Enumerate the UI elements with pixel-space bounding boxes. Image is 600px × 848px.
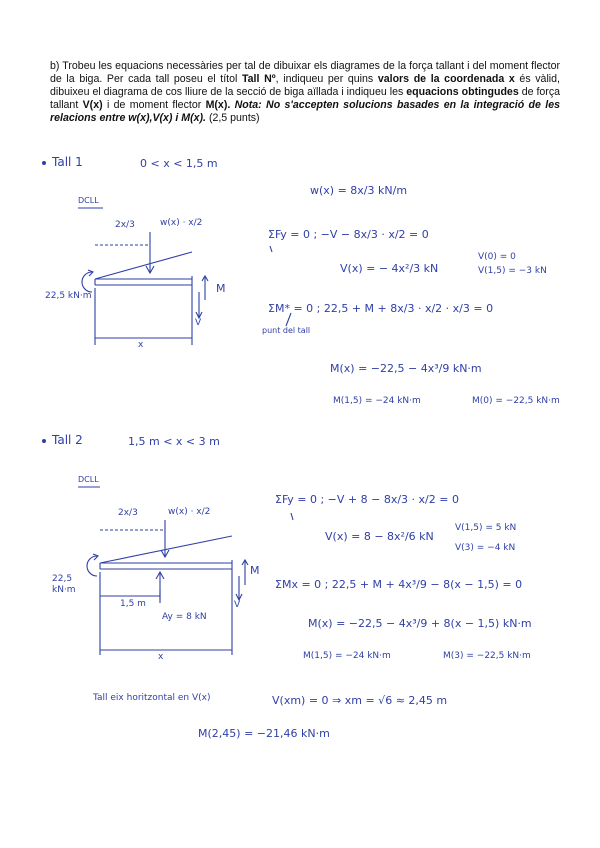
prompt-text: b) Trobeu les equacions necessàries per tal de dibuixar els diagrames de la força tallant i del moment flector de la biga. Per cada tall poseu el títol bbox=[50, 60, 560, 85]
tall1-point-note: punt del tall bbox=[262, 326, 311, 335]
tall2-m15: M(1,5) = −24 kN·m bbox=[303, 651, 391, 661]
tall2-load-position: 2x/3 bbox=[118, 508, 138, 518]
tall2-heading bbox=[42, 433, 83, 447]
tall1-moment-left: 22,5 kN·m bbox=[45, 291, 92, 301]
tall2-m245: M(2,45) = −21,46 kN·m bbox=[198, 727, 330, 740]
tall1-m15: M(1,5) = −24 kN·m bbox=[333, 396, 421, 406]
tall1-m-equation: M(x) = −22,5 − 4x³/9 kN·m bbox=[330, 362, 482, 375]
tall1-m0: M(0) = −22,5 kN·m bbox=[472, 396, 560, 406]
tall2-m-equation: M(x) = −22,5 − 4x³/9 + 8(x − 1,5) kN·m bbox=[308, 617, 532, 630]
tall2-title: Tall 2 bbox=[52, 433, 83, 447]
tall1-v0: V(0) = 0 bbox=[478, 252, 516, 262]
tall2-m3: M(3) = −22,5 kN·m bbox=[443, 651, 531, 661]
tall1-m-label: M bbox=[216, 282, 226, 295]
question-text bbox=[50, 60, 560, 125]
tall1-heading bbox=[42, 155, 83, 169]
prompt-note: Nota: No s'accepten solucions basades en la integració de les relacions entre w(x),V(x) i M(x). bbox=[50, 99, 560, 124]
prompt-bold: equacions obtingudes bbox=[406, 86, 519, 98]
tall1-dcll-label: DCLL bbox=[78, 196, 99, 205]
tall1-v15: V(1,5) = −3 kN bbox=[478, 266, 547, 276]
tall2-m-label: M bbox=[250, 564, 260, 577]
tall2-sum-fy: ΣFy = 0 ; −V + 8 − 8x/3 · x/2 = 0 bbox=[275, 493, 459, 506]
tall2-v-label: V bbox=[234, 600, 241, 610]
tall1-title: Tall 1 bbox=[52, 155, 83, 169]
tall2-v15: V(1,5) = 5 kN bbox=[455, 523, 517, 533]
prompt-bold: valors de la coordenada x bbox=[377, 73, 515, 85]
prompt-text: és vàlid, dibuixeu el diagrama de cos lliure de la secció de biga aïllada i indiqueu les bbox=[50, 73, 560, 98]
tall1-v-equation: V(x) = − 4x²/3 kN bbox=[340, 262, 439, 275]
tall2-load-label: w(x) · x/2 bbox=[168, 507, 211, 517]
prompt-text: , indiqueu per quins bbox=[275, 73, 378, 85]
tall1-sum-fy: ΣFy = 0 ; −V − 8x/3 · x/2 = 0 bbox=[268, 228, 429, 241]
tall1-load-label: w(x) · x/2 bbox=[160, 218, 203, 228]
tall2-range: 1,5 m < x < 3 m bbox=[128, 435, 220, 448]
tall2-v-equation: V(x) = 8 − 8x²/6 kN bbox=[325, 530, 434, 543]
tall2-x-label: x bbox=[158, 652, 164, 662]
prompt-bold: Tall Nº bbox=[241, 73, 276, 85]
prompt-points: (2,5 punts) bbox=[206, 112, 260, 124]
tall2-distance-label: 1,5 m bbox=[120, 599, 146, 609]
prompt-text: de força tallant bbox=[50, 86, 561, 111]
tall1-x-label: x bbox=[138, 340, 144, 350]
tall2-zero-note: Tall eix horitzontal en V(x) bbox=[93, 693, 211, 703]
tall1-sum-m: ΣM* = 0 ; 22,5 + M + 8x/3 · x/2 · x/3 = 0 bbox=[268, 302, 494, 315]
tall2-sum-m: ΣMx = 0 ; 22,5 + M + 4x³/9 − 8(x − 1,5) = 0 bbox=[275, 578, 523, 591]
tall2-dcll-label: DCLL bbox=[78, 475, 99, 484]
prompt-text: i de moment flector bbox=[102, 99, 206, 111]
tall2-reaction-ay: Ay = 8 kN bbox=[162, 612, 207, 622]
prompt-bold: M(x). bbox=[205, 99, 231, 111]
prompt-bold: V(x) bbox=[82, 99, 103, 111]
tall2-moment-left: 22,5 kN·m bbox=[52, 574, 76, 595]
tall1-w-equation: w(x) = 8x/3 kN/m bbox=[310, 184, 408, 197]
tall1-range: 0 < x < 1,5 m bbox=[140, 157, 218, 170]
tall1-load-position: 2x/3 bbox=[115, 220, 135, 230]
tall1-v-label: V bbox=[195, 318, 202, 328]
tall2-v3: V(3) = −4 kN bbox=[455, 543, 516, 553]
tall2-zero-equation: V(xm) = 0 ⇒ xm = √6 ≈ 2,45 m bbox=[272, 694, 448, 707]
